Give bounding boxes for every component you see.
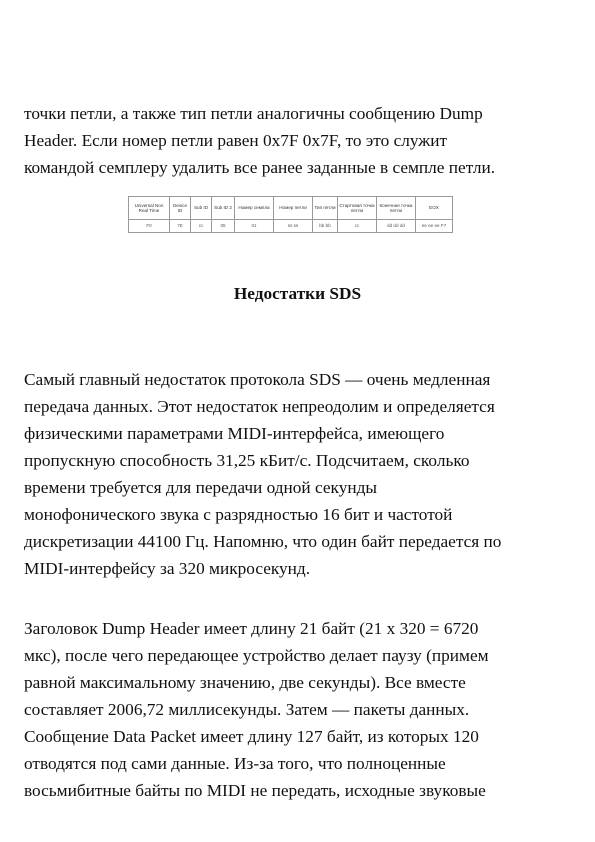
table-header-cell: Номер петли xyxy=(274,197,313,220)
text-line: монофонического звука с разрядностью 16 бит и частотой xyxy=(24,505,453,524)
table-header-cell: Номер семпла xyxy=(235,197,274,220)
text-line: дискретизации 44100 Гц. Напомню, что один байт передается по xyxy=(24,532,502,551)
text-line: командой семплеру удалить все ранее заданные в семпле петли. xyxy=(24,158,496,177)
table-header-cell: Universal Non Real Time xyxy=(129,197,170,220)
table-header-cell: Sub ID xyxy=(191,197,212,220)
table-header-cell: Тип петли xyxy=(313,197,338,220)
table-header-cell: Sub ID 2 xyxy=(212,197,235,220)
table-row xyxy=(129,220,453,233)
table-cell: 7E xyxy=(170,220,191,233)
text-line: восьмибитные байты по MIDI не передать, исходные звуковые xyxy=(24,781,486,800)
text-line: Заголовок Dump Header имеет длину 21 байт (21 x 320 = 6720 xyxy=(24,619,479,638)
text-line: времени требуется для передачи одной секунды xyxy=(24,478,377,497)
table-header-cell: Стартовая точка петли xyxy=(338,197,377,220)
text-line: мкс), после чего передающее устройство делает паузу (примем xyxy=(24,646,489,665)
text-line: Header. Если номер петли равен 0x7F 0x7F, то это служит xyxy=(24,131,448,150)
table-header-cell: Конечная точка петли xyxy=(377,197,416,220)
table-header-cell: Device ID xyxy=(170,197,191,220)
table-cell-text: F7 xyxy=(440,223,447,229)
section-heading: Недостатки SDS xyxy=(233,284,362,303)
text-line: точки петли, а также тип петли аналогичны сообщению Dump xyxy=(24,104,483,123)
paragraph-loop-points xyxy=(24,100,579,181)
paragraph-dump-header xyxy=(24,615,579,804)
table-cell: F0 xyxy=(129,220,170,233)
table-cell: 05 xyxy=(212,220,235,233)
paragraph-sds-drawbacks xyxy=(24,366,579,582)
loop-message-table xyxy=(128,196,453,233)
table-header-row xyxy=(129,197,453,220)
text-line: пропускную способность 31,25 кБит/с. Подсчитаем, сколько xyxy=(24,451,470,470)
text-line: отводятся под сами данные. Из-за того, что полноценные xyxy=(24,754,446,773)
table-cell: dd dd dd xyxy=(377,220,416,233)
text-line: Сообщение Data Packet имеет длину 127 байт, из которых 120 xyxy=(24,727,479,746)
table-cell: ss ss xyxy=(274,220,313,233)
table-cell: cc xyxy=(191,220,212,233)
table-cell: cc xyxy=(338,220,377,233)
table-cell: 01 xyxy=(235,220,274,233)
text-line: равной максимальному значению, две секунды). Все вместе xyxy=(24,673,466,692)
table-cell: bb bb xyxy=(313,220,338,233)
table-cell xyxy=(416,220,453,233)
table-header-cell: EOX xyxy=(416,197,453,220)
text-line: составляет 2006,72 миллисекунды. Затем — пакеты данных. xyxy=(24,700,470,719)
text-line: передача данных. Этот недостаток непреодолим и определяется xyxy=(24,397,495,416)
text-line: Самый главный недостаток протокола SDS — очень медленная xyxy=(24,370,491,389)
table-cell-text: ee ee ee xyxy=(421,223,440,229)
text-line: MIDI-интерфейсу за 320 микросекунд. xyxy=(24,559,311,578)
text-line: физическими параметрами MIDI-интерфейса, имеющего xyxy=(24,424,445,443)
